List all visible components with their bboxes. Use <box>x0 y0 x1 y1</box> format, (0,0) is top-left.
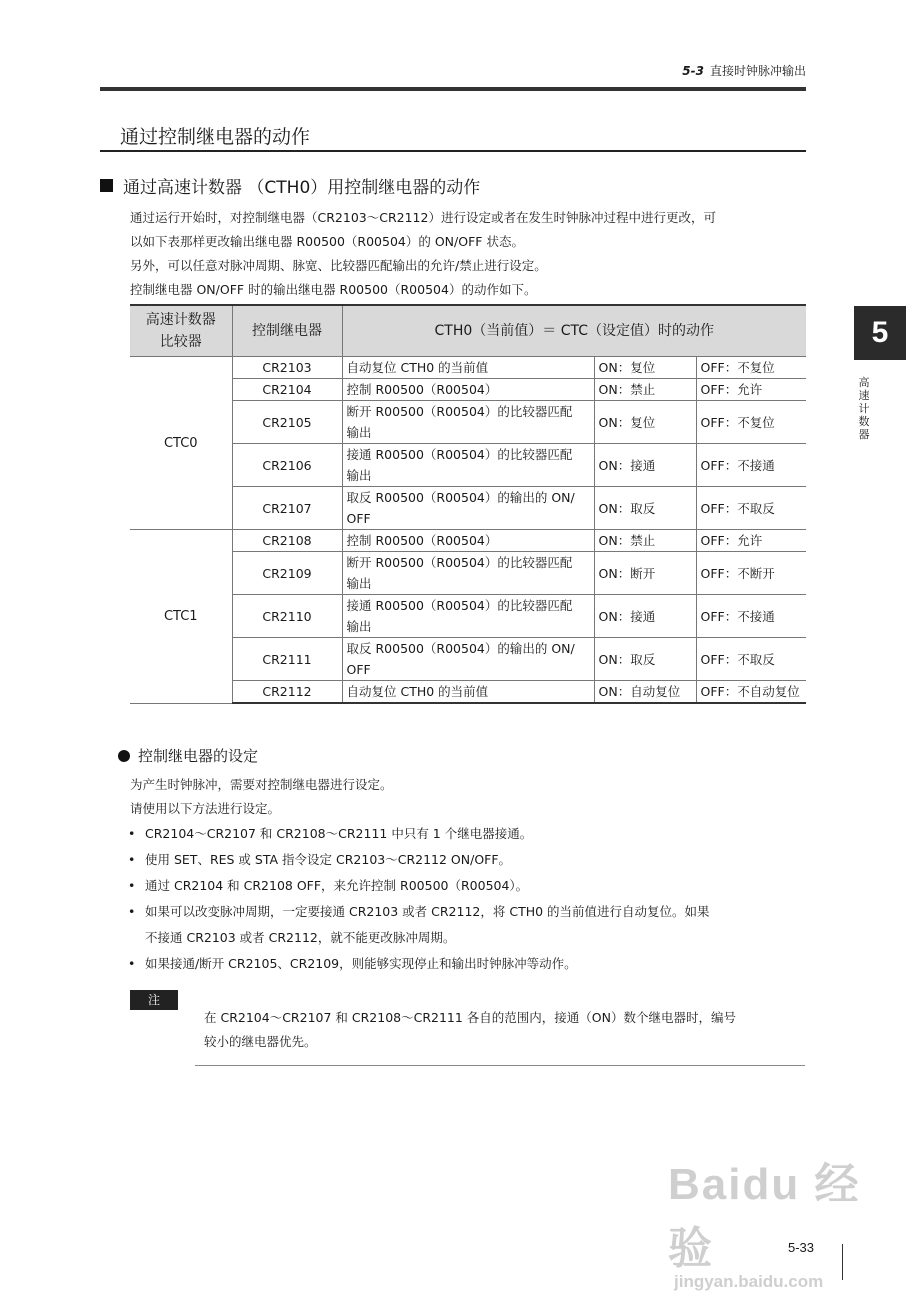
control-settings-title: 控制继电器的设定 <box>138 747 259 765</box>
page-number: 5-33 <box>788 1240 815 1255</box>
header-section-number: 5-3 <box>682 64 704 78</box>
table-row <box>130 530 806 552</box>
chapter-side-title: 高 速 计 数 器 <box>858 376 870 441</box>
intro-line: 通过运行开始时，对控制继电器（CR2103～CR2112）进行设定或者在发生时钟脉冲过程中进行更改，可 <box>130 210 716 225</box>
page-number-bar <box>842 1244 843 1280</box>
on-cell: ON：禁止 <box>594 379 696 401</box>
on-cell: ON：取反 <box>594 487 696 530</box>
on-cell: ON：复位 <box>594 357 696 379</box>
off-cell: OFF：允许 <box>696 379 806 401</box>
intro-paragraph <box>130 206 810 302</box>
off-cell: OFF：不复位 <box>696 357 806 379</box>
action-cell: 控制 R00500（R00504） <box>342 379 594 401</box>
action-cell: 自动复位 CTH0 的当前值 <box>342 681 594 704</box>
action-cell: 取反 R00500（R00504）的输出的 ON/ OFF <box>342 487 594 530</box>
table-row <box>130 552 806 595</box>
header-section-title: 直接时钟脉冲输出 <box>709 64 806 78</box>
off-cell: OFF：不断开 <box>696 552 806 595</box>
action-cell: 控制 R00500（R00504） <box>342 530 594 552</box>
intro-line: 以如下表那样更改输出继电器 R00500（R00504）的 ON/OFF 状态。 <box>130 234 524 249</box>
action-cell: 取反 R00500（R00504）的输出的 ON/ OFF <box>342 638 594 681</box>
baidu-watermark <box>668 1148 868 1292</box>
table-row <box>130 681 806 704</box>
off-cell: OFF：不接通 <box>696 595 806 638</box>
on-cell: ON：复位 <box>594 401 696 444</box>
subsection-title: 通过高速计数器 （CTH0）用控制继电器的动作 <box>123 178 481 198</box>
comparator-ctc1: CTC1 <box>130 530 232 704</box>
table-row <box>130 444 806 487</box>
relay-cell: CR2111 <box>232 638 342 681</box>
on-cell: ON：禁止 <box>594 530 696 552</box>
table-row <box>130 357 806 379</box>
on-cell: ON：断开 <box>594 552 696 595</box>
header-comparator: 高速计数器 比较器 <box>130 305 232 357</box>
square-bullet-icon <box>100 179 113 192</box>
list-item: • 使用 SET、RES 或 STA 指令设定 CR2103～CR2112 ON/OFF。 <box>127 847 807 873</box>
note-label: 注 <box>130 990 178 1010</box>
off-cell: OFF：不取反 <box>696 487 806 530</box>
relay-cell: CR2104 <box>232 379 342 401</box>
relay-cell: CR2110 <box>232 595 342 638</box>
header-control-relay: 控制继电器 <box>232 305 342 357</box>
intro-line: 控制继电器 ON/OFF 时的输出继电器 R00500（R00504）的动作如下。 <box>130 282 537 297</box>
circle-bullet-icon <box>118 750 130 762</box>
section-rule <box>100 150 806 152</box>
intro-line: 另外，可以任意对脉冲周期、脉宽、比较器匹配输出的允许/禁止进行设定。 <box>130 258 547 273</box>
relay-cell: CR2103 <box>232 357 342 379</box>
list-item: • 如果可以改变脉冲周期，一定要接通 CR2103 或者 CR2112，将 CTH0 的当前值进行自动复位。如果 不接通 CR2103 或者 CR2112，就不能更改脉冲周期。 <box>127 899 807 951</box>
action-cell: 接通 R00500（R00504）的比较器匹配 输出 <box>342 595 594 638</box>
action-cell: 断开 R00500（R00504）的比较器匹配 输出 <box>342 552 594 595</box>
table-row <box>130 638 806 681</box>
control-settings-intro <box>130 773 810 821</box>
watermark-logo: Baidu 经验 <box>668 1160 861 1273</box>
list-item: • 如果接通/断开 CR2105、CR2109，则能够实现停止和输出时钟脉冲等动作。 <box>127 951 807 977</box>
list-item: • 通过 CR2104 和 CR2108 OFF，来允许控制 R00500（R00504）。 <box>127 873 807 899</box>
off-cell: OFF：不接通 <box>696 444 806 487</box>
on-cell: ON：接通 <box>594 595 696 638</box>
action-cell: 接通 R00500（R00504）的比较器匹配 输出 <box>342 444 594 487</box>
on-cell: ON：取反 <box>594 638 696 681</box>
comparator-ctc0: CTC0 <box>130 357 232 530</box>
note-rule <box>195 1065 805 1066</box>
subsection-heading <box>100 173 480 198</box>
table-row <box>130 379 806 401</box>
running-header <box>560 62 806 79</box>
table-row <box>130 401 806 444</box>
action-cell: 自动复位 CTH0 的当前值 <box>342 357 594 379</box>
table-row <box>130 487 806 530</box>
paragraph-line: 请使用以下方法进行设定。 <box>130 801 281 816</box>
watermark-url: jingyan.baidu.com <box>674 1272 824 1291</box>
off-cell: OFF：不自动复位 <box>696 681 806 704</box>
relay-cell: CR2108 <box>232 530 342 552</box>
action-cell: 断开 R00500（R00504）的比较器匹配 输出 <box>342 401 594 444</box>
on-cell: ON：接通 <box>594 444 696 487</box>
header-action: CTH0（当前值）＝ CTC（设定值）时的动作 <box>342 305 806 357</box>
chapter-tab: 5 <box>854 306 906 360</box>
off-cell: OFF：不取反 <box>696 638 806 681</box>
section-title: 通过控制继电器的动作 <box>120 126 311 148</box>
control-settings-heading <box>118 745 258 766</box>
relay-cell: CR2106 <box>232 444 342 487</box>
table-header-row <box>130 305 806 357</box>
relay-cell: CR2112 <box>232 681 342 704</box>
off-cell: OFF：不复位 <box>696 401 806 444</box>
note-text: 在 CR2104～CR2107 和 CR2108～CR2111 各自的范围内，接通（ON）数个继电器时，编号 较小的继电器优先。 <box>204 1010 736 1049</box>
settings-bullet-list <box>127 821 807 977</box>
header-rule <box>100 87 806 91</box>
relay-cell: CR2107 <box>232 487 342 530</box>
relay-cell: CR2109 <box>232 552 342 595</box>
relay-cell: CR2105 <box>232 401 342 444</box>
table-row <box>130 595 806 638</box>
control-relay-table <box>130 304 806 704</box>
off-cell: OFF：允许 <box>696 530 806 552</box>
on-cell: ON：自动复位 <box>594 681 696 704</box>
list-item: • CR2104～CR2107 和 CR2108～CR2111 中只有 1 个继电器接通。 <box>127 821 807 847</box>
paragraph-line: 为产生时钟脉冲，需要对控制继电器进行设定。 <box>130 777 393 792</box>
